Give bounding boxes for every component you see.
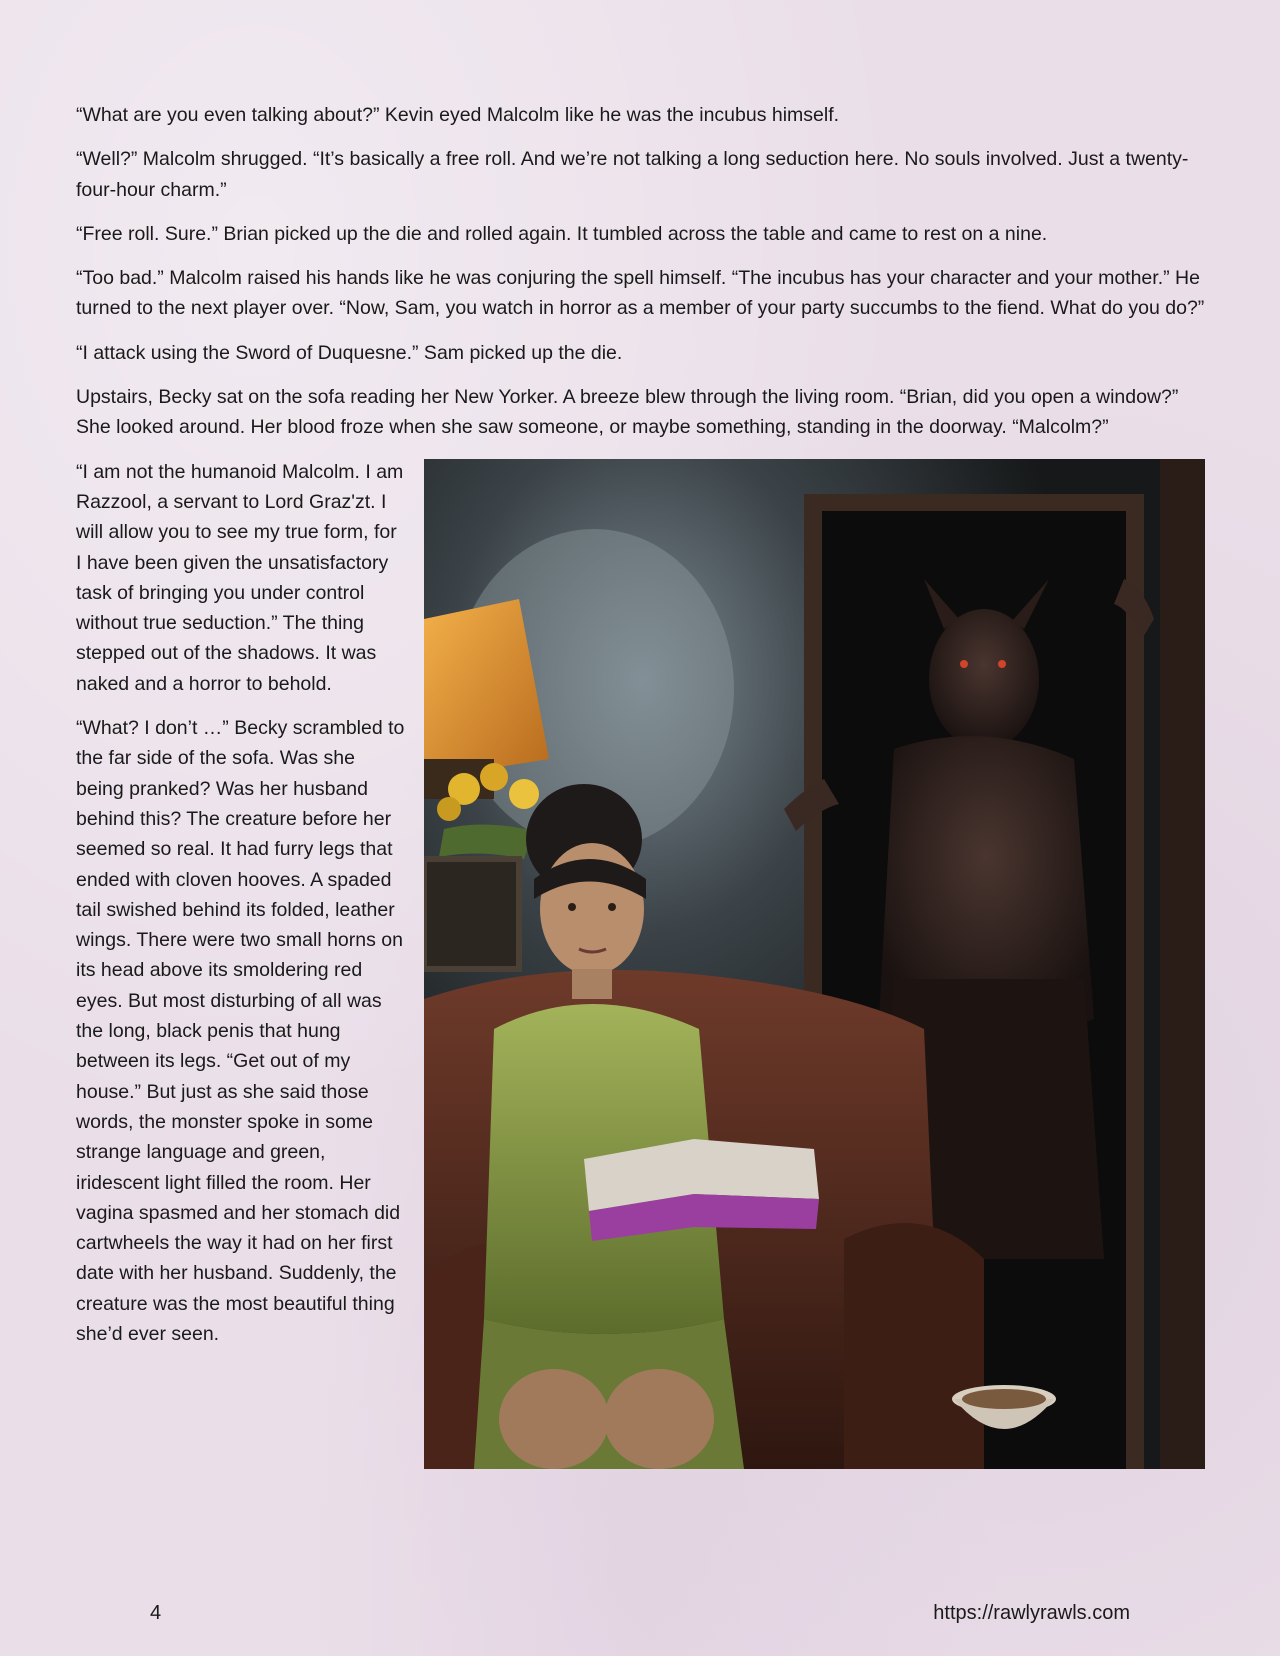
illustration [424,459,1205,1469]
footer-url[interactable]: https://rawlyrawls.com [933,1602,1130,1624]
door-panel [1160,459,1205,1469]
paragraph-3: “Free roll. Sure.” Brian picked up the die and rolled again. It tumbled across the table and came to rest on a nine. [76,222,1048,245]
text-with-illustration [76,457,1206,1350]
illustration-drawing [424,459,1205,1469]
picture-frame [424,859,519,969]
paragraph-1: “What are you even talking about?” Kevin eyed Malcolm like he was the incubus himself. [76,104,840,126]
paragraph-6: Upstairs, Becky sat on the sofa reading her New Yorker. A breeze blew through the living room. “Brian, did you open a window?” She looked around. Her blood froze when she saw someone, or maybe something, standing in the doorway. “Malcolm?” [76,386,1179,439]
paragraph-8: “What? I don’t …” Becky scrambled to the far side of the sofa. Was she being pranked? Was her husband behind this? The creature before her seemed so real. It had furry legs that ended with cloven hooves. A spaded tail swished behind its folded, leather wings. There were two small horns on its head above its smoldering red eyes. But most disturbing of all was the long, black penis that hung between its legs. “Get out of my house.” But just as she said those words, the monster spoke in some strange language and green, iridescent light filled the room. Her vagina spasmed and her stomach did cartwheels the way it had on her first date with her husband. Suddenly, the creature was the most beautiful thing she’d ever seen. [76,717,405,1345]
paragraph-4: “Too bad.” Malcolm raised his hands like he was conjuring the spell himself. “The incubus has your character and your mother.” He turned to the next player over. “Now, Sam, you watch in horror as a member of your party succumbs to the fiend. What do you do?” [76,267,1205,320]
open-book [584,1139,819,1241]
paragraph-7: “I am not the humanoid Malcolm. I am Razzool, a servant to Lord Graz'zt. I will allow you to see my true form, for I have been given the unsatisfactory task of bringing you under control without true seduction.” The thing stepped out of the shadows. It was naked and a horror to behold. [76,460,404,695]
paragraph-5: “I attack using the Sword of Duquesne.” Sam picked up the die. [76,341,623,364]
page-number: 4 [150,1602,162,1624]
narrow-text-column [76,457,406,1350]
paragraph-2: “Well?” Malcolm shrugged. “It’s basically a free roll. And we’re not talking a long seduction here. No souls involved. Just a twenty-four-hour charm.” [76,148,1189,201]
page-content [76,100,1206,1363]
